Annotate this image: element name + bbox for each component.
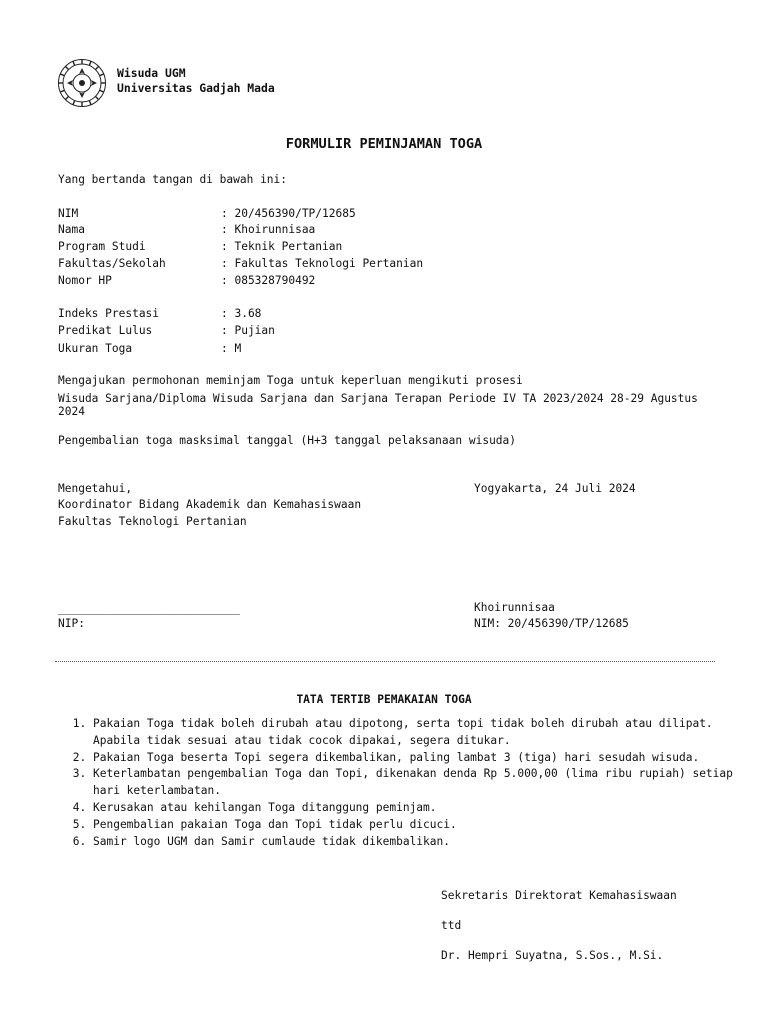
signature-line: ___________________________: [58, 602, 240, 615]
ttd-mark: ttd: [441, 919, 462, 932]
field-label: Indeks Prestasi: [58, 307, 160, 320]
signature-left-position: Koordinator Bidang Akademik dan Kemahasiswaan: [58, 498, 362, 511]
field-label: Fakultas/Sekolah: [58, 257, 166, 270]
request-line-2: Wisuda Sarjana/Diploma Wisuda Sarjana dan Sarjana Terapan Periode IV TA 2023/2024 28-29 Agustus 2024: [58, 392, 698, 418]
field-value: : 20/456390/TP/12685: [221, 207, 356, 220]
rule-item: 5. Pengembalian pakaian Toga dan Topi tidak perlu dicuci.: [93, 817, 753, 834]
dotted-divider: [55, 661, 715, 662]
field-label: Nomor HP: [58, 274, 112, 287]
field-label: Program Studi: [58, 240, 146, 253]
field-value: : Fakultas Teknologi Pertanian: [221, 257, 424, 270]
field-label: Predikat Lulus: [58, 324, 153, 337]
secretary-name: Dr. Hempri Suyatna, S.Sos., M.Si.: [441, 949, 664, 962]
signature-left-label: Mengetahui,: [58, 482, 133, 495]
applicant-nim: NIM: 20/456390/TP/12685: [474, 617, 629, 630]
rule-item: 2. Pakaian Toga beserta Topi segera dikembalikan, paling lambat 3 (tiga) hari sesudah wisuda.: [93, 750, 753, 767]
ugm-logo-icon: [57, 58, 107, 108]
applicant-name: Khoirunnisaa: [474, 601, 555, 614]
request-line-1: Mengajukan permohonan meminjam Toga untuk keperluan mengikuti prosesi: [58, 374, 523, 387]
field-label: NIM: [58, 207, 79, 220]
field-label: Ukuran Toga: [58, 342, 133, 355]
org-name: Wisuda UGM: [117, 66, 186, 80]
rules-title: TATA TERTIB PEMAKAIAN TOGA: [296, 693, 472, 706]
place-date: Yogyakarta, 24 Juli 2024: [474, 482, 636, 495]
field-value: : Pujian: [221, 324, 275, 337]
intro-text: Yang bertanda tangan di bawah ini:: [58, 173, 288, 186]
rules-list: [58, 716, 753, 850]
rule-item: 4. Kerusakan atau kehilangan Toga ditanggung peminjam.: [93, 800, 753, 817]
field-value: : Khoirunnisaa: [221, 223, 316, 236]
field-label: Nama: [58, 223, 85, 236]
secretary-position: Sekretaris Direktorat Kemahasiswaan: [441, 889, 677, 902]
return-note: Pengembalian toga masksimal tanggal (H+3 tanggal pelaksanaan wisuda): [58, 434, 517, 447]
university-name: Universitas Gadjah Mada: [117, 81, 275, 95]
signature-left-faculty: Fakultas Teknologi Pertanian: [58, 515, 247, 528]
form-title: FORMULIR PEMINJAMAN TOGA: [285, 136, 483, 152]
field-value: : 3.68: [221, 307, 262, 320]
field-value: : Teknik Pertanian: [221, 240, 343, 253]
rule-item: 1. Pakaian Toga tidak boleh dirubah atau dipotong, serta topi tidak boleh dirubah atau dilipat. Apabila tidak sesuai atau tidak cocok dipakai, segera ditukar.: [93, 716, 753, 750]
field-value: : M: [221, 342, 242, 355]
field-value: : 085328790492: [221, 274, 316, 287]
rule-item: 3. Keterlambatan pengembalian Toga dan Topi, dikenakan denda Rp 5.000,00 (lima ribu rupiah) setiap hari keterlambatan.: [93, 766, 753, 800]
rule-item: 6. Samir logo UGM dan Samir cumlaude tidak dikembalikan.: [93, 834, 753, 851]
signature-nip: NIP:: [58, 617, 85, 630]
